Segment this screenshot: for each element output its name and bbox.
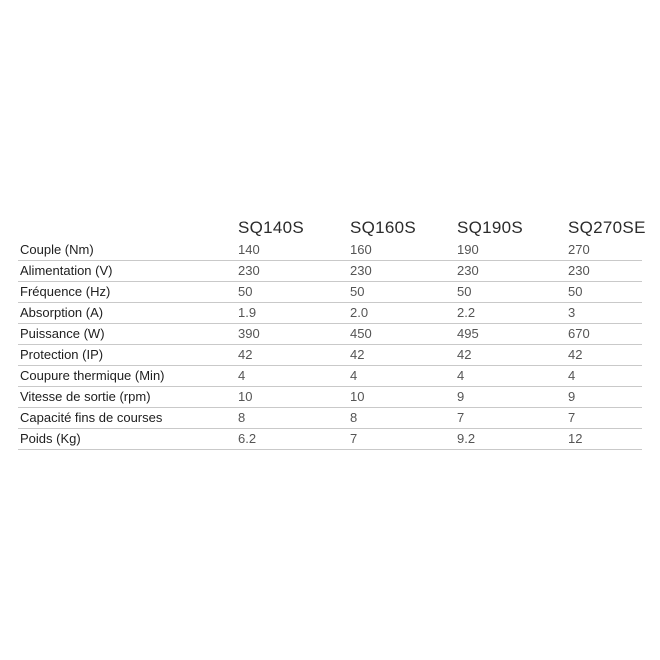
cell-value: 6.2 <box>238 431 257 446</box>
table-row <box>18 324 642 345</box>
table-row <box>18 303 642 324</box>
table-row <box>18 408 642 429</box>
cell-value: 390 <box>238 326 260 341</box>
cell-value: 7 <box>457 410 465 425</box>
table-row <box>18 261 642 282</box>
model-header: SQ160S <box>350 218 417 237</box>
cell-value: 7 <box>350 431 358 446</box>
row-label: Couple (Nm) <box>20 242 94 257</box>
row-label: Coupure thermique (Min) <box>20 368 165 383</box>
model-header: SQ140S <box>238 218 305 237</box>
spec-table <box>18 218 646 450</box>
model-header: SQ270SE <box>568 218 646 237</box>
model-header: SQ190S <box>457 218 524 237</box>
cell-value: 230 <box>457 263 479 278</box>
table-row <box>18 240 642 261</box>
cell-value: 8 <box>238 410 246 425</box>
cell-value: 10 <box>238 389 253 404</box>
cell-value: 4 <box>568 368 576 383</box>
cell-value: 2.0 <box>350 305 369 320</box>
cell-value: 450 <box>350 326 372 341</box>
cell-value: 10 <box>350 389 365 404</box>
cell-value: 7 <box>568 410 576 425</box>
cell-value: 190 <box>457 242 479 257</box>
cell-value: 230 <box>568 263 590 278</box>
cell-value: 270 <box>568 242 590 257</box>
cell-value: 230 <box>238 263 260 278</box>
cell-value: 8 <box>350 410 358 425</box>
row-label: Puissance (W) <box>20 326 105 341</box>
cell-value: 160 <box>350 242 372 257</box>
cell-value: 42 <box>568 347 583 362</box>
cell-value: 1.9 <box>238 305 257 320</box>
cell-value: 50 <box>457 284 472 299</box>
cell-value: 42 <box>350 347 365 362</box>
cell-value: 9 <box>568 389 576 404</box>
cell-value: 4 <box>350 368 358 383</box>
cell-value: 50 <box>568 284 583 299</box>
cell-value: 50 <box>350 284 365 299</box>
cell-value: 670 <box>568 326 590 341</box>
row-label: Absorption (A) <box>20 305 104 320</box>
cell-value: 3 <box>568 305 576 320</box>
cell-value: 42 <box>238 347 253 362</box>
table-row <box>18 282 642 303</box>
table-row <box>18 387 642 408</box>
cell-value: 12 <box>568 431 583 446</box>
row-label: Vitesse de sortie (rpm) <box>20 389 151 404</box>
cell-value: 2.2 <box>457 305 476 320</box>
cell-value: 140 <box>238 242 260 257</box>
cell-value: 4 <box>457 368 465 383</box>
row-label: Fréquence (Hz) <box>20 284 111 299</box>
cell-value: 50 <box>238 284 253 299</box>
table-row <box>18 345 642 366</box>
row-label: Poids (Kg) <box>20 431 81 446</box>
cell-value: 4 <box>238 368 246 383</box>
cell-value: 9.2 <box>457 431 476 446</box>
table-row <box>18 366 642 387</box>
cell-value: 495 <box>457 326 479 341</box>
cell-value: 42 <box>457 347 472 362</box>
row-label: Protection (IP) <box>20 347 104 362</box>
row-label: Alimentation (V) <box>20 263 113 278</box>
row-label: Capacité fins de courses <box>20 410 163 425</box>
model-header-row <box>18 218 646 240</box>
table-row <box>18 429 642 450</box>
cell-value: 9 <box>457 389 465 404</box>
cell-value: 230 <box>350 263 372 278</box>
